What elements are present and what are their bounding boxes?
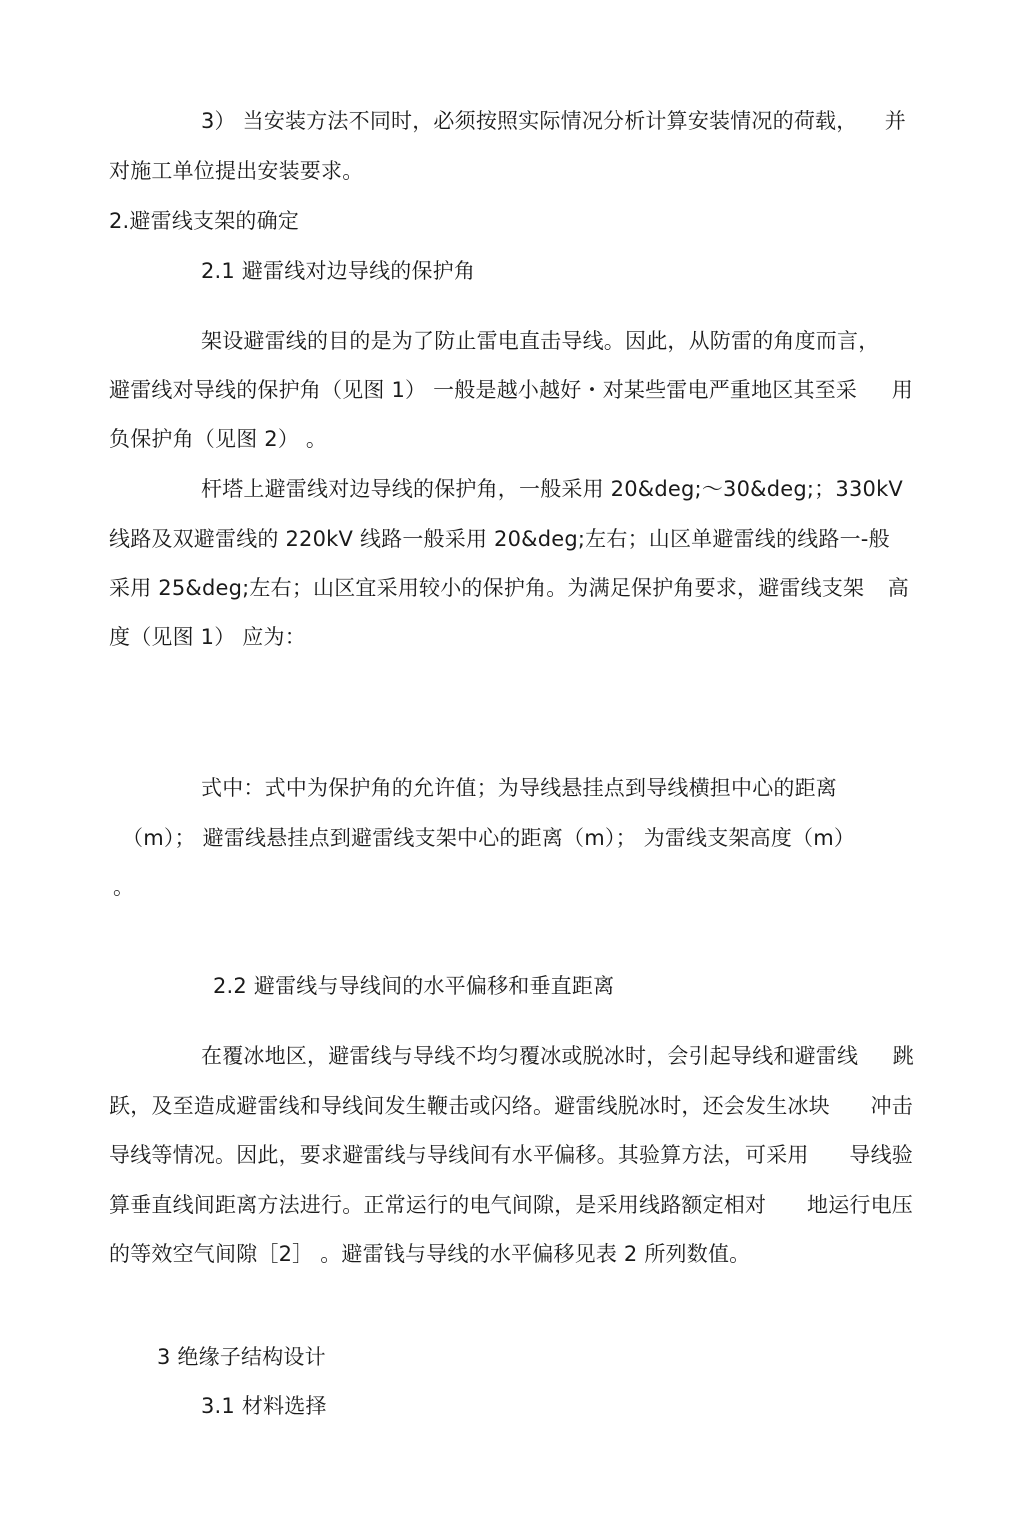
text-segment: 跳 [892,1044,914,1068]
paragraph-line [109,1140,913,1170]
paragraph-line [109,1190,913,1220]
subsection-heading: 2.2 避雷线与导线间的水平偏移和垂直距离 [213,974,615,998]
section-heading: 3 绝缘子结构设计 [157,1345,326,1369]
text-segment: 杆塔上避雷线对边导线的保护角，一般采用 20&deg;～30&deg;； [201,477,836,501]
paragraph-line [109,375,913,405]
text-segment: 算垂直线间距离方法进行。正常运行的电气间隙，是采用线路额定相对 [109,1193,767,1217]
subsection-heading: 3.1 材料选择 [201,1394,327,1418]
subsection-heading: 2.1 避雷线对边导线的保护角 [201,259,476,283]
text-segment: 采用 25&deg;左右；山区宜采用较小的保护角。为满足保护角要求，避雷线支架 [109,576,865,600]
paragraph-line: 。 [113,875,135,899]
paragraph-line: 架设避雷线的目的是为了防止雷电直击导线。因此，从防雷的角度而言， [201,329,880,353]
paragraph-line [201,106,906,136]
text-segment: 冲击 [870,1094,913,1118]
paragraph-line: 对施工单位提出安装要求。 [109,159,364,183]
paragraph-line: 负保护角（见图 2） 。 [109,427,328,451]
paragraph-line: 式中：式中为保护角的允许值；为导线悬挂点到导线横担中心的距离 [201,776,837,800]
text-segment: 330kV [835,477,903,501]
text-segment: 避雷线对导线的保护角（见图 1） 一般是越小越好・对某些雷电严重地区其至采 [109,378,858,402]
paragraph-line [109,1091,913,1121]
text-segment: 跃，及至造成避雷线和导线间发生鞭击或闪络。避雷线脱冰时，还会发生冰块 [109,1094,830,1118]
paragraph-line: （m）； 避雷线悬挂点到避雷线支架中心的距离（m）； 为雷线支架高度（m） [122,826,856,850]
paragraph-line: 线路及双避雷线的 220kV 线路一般采用 20&deg;左右；山区单避雷线的线路一-般 [109,527,890,551]
text-segment: 在覆冰地区，避雷线与导线不均匀覆冰或脱冰时，会引起导线和避雷线 [201,1044,859,1068]
paragraph-line [201,1041,914,1071]
text-segment: 3） 当安装方法不同时，必须按照实际情况分析计算安装情况的荷载， [201,109,858,133]
text-segment: 高 [887,576,909,600]
text-segment: 导线等情况。因此，要求避雷线与导线间有水平偏移。其验算方法，可采用 [109,1143,809,1167]
text-segment: 并 [884,109,906,133]
paragraph-line [109,573,909,603]
text-segment: 用 [891,378,913,402]
text-segment: 地运行电压 [807,1193,913,1217]
section-heading: 2.避雷线支架的确定 [109,209,300,233]
paragraph-line: 度（见图 1） 应为： [109,625,306,649]
paragraph-line: 的等效空气间隙［2］ 。避雷钱与导线的水平偏移见表 2 所列数值。 [109,1242,751,1266]
paragraph-line [201,474,903,504]
text-segment: 导线验 [849,1143,913,1167]
